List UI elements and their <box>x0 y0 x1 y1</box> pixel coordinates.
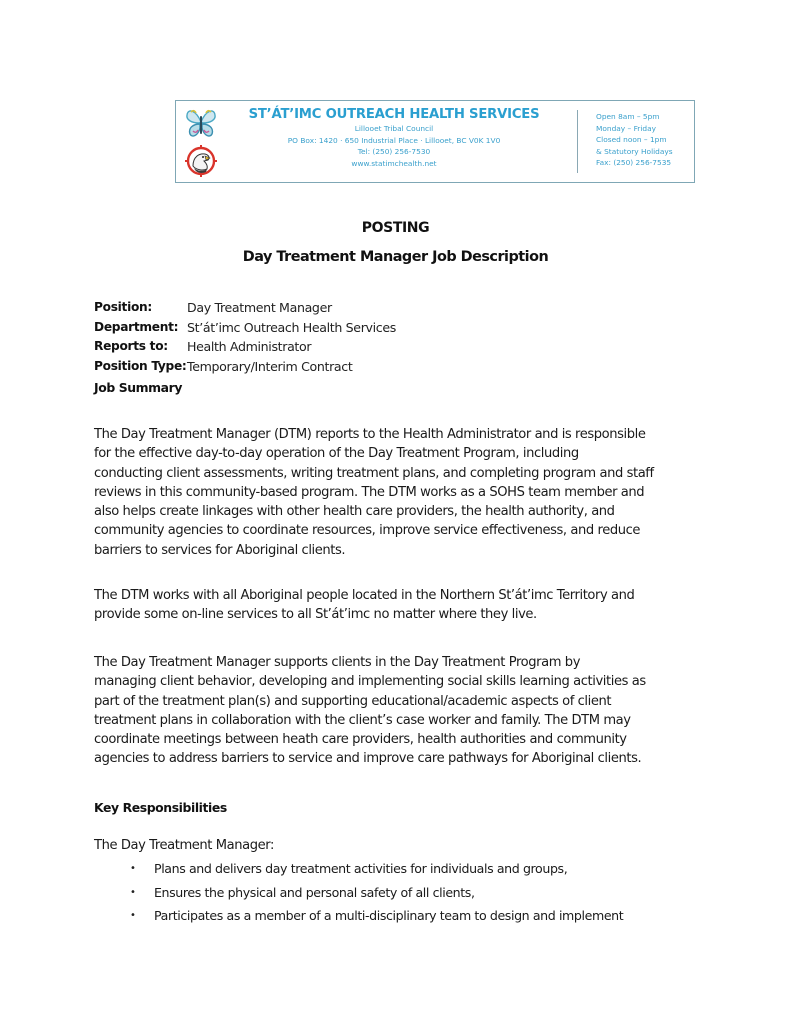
info-row-department <box>94 318 694 338</box>
hours-open: Open 8am – 5pm <box>596 112 660 121</box>
paragraph-line: treatment plans in collaboration with the client’s case worker and family. The DTM may <box>94 712 631 728</box>
info-value: Health Administrator <box>187 339 312 354</box>
info-label: Department: <box>94 319 179 334</box>
paragraph-line: agencies to address barriers to service and improve care pathways for Aboriginal clients. <box>94 751 642 767</box>
paragraph-line: conducting client assessments, writing treatment plans, and completing program and staff <box>94 465 654 481</box>
job-summary-heading: Job Summary <box>94 380 183 395</box>
list-item <box>94 881 714 905</box>
org-address: PO Box: 1420 · 650 Industrial Place · Lillooet, BC V0K 1V0 <box>287 135 501 145</box>
butterfly-logo-icon <box>184 106 218 140</box>
paragraph-line: The DTM works with all Aboriginal people located in the Northern St’át’imc Territory and <box>94 588 635 603</box>
paragraph-line: for the effective day-to-day operation of the Day Treatment Program, including <box>94 446 579 462</box>
summary-paragraph-1 <box>94 425 704 560</box>
org-council: Lillooet Tribal Council <box>354 124 434 133</box>
paragraph-line: community agencies to coordinate resources, improve service effectiveness, and reduce <box>94 523 641 539</box>
list-item-text: Participates as a member of a multi-disciplinary team to design and implement <box>154 908 624 923</box>
list-item <box>94 904 714 928</box>
eagle-logo-icon <box>184 144 218 178</box>
paragraph-line: The Day Treatment Manager: <box>94 838 274 853</box>
list-item-text: Plans and delivers day treatment activities for individuals and groups, <box>154 861 568 876</box>
paragraph-line: reviews in this community-based program. The DTM works as a SOHS team member and <box>94 484 645 500</box>
org-name: ST’ÁT’IMC OUTREACH HEALTH SERVICES <box>248 107 540 122</box>
paragraph-line: The Day Treatment Manager supports clients in the Day Treatment Program by <box>94 655 581 670</box>
bullet-icon: • <box>130 886 136 898</box>
info-row-position <box>94 298 694 318</box>
responsibilities-list <box>94 857 714 928</box>
hours-days: Monday – Friday <box>596 123 656 133</box>
letterhead <box>175 100 695 183</box>
logo-column <box>180 104 220 180</box>
info-row-position-type <box>94 357 694 377</box>
org-info <box>224 107 564 169</box>
paragraph-line: provide some on-line services to all St’át’imc no matter where they live. <box>94 607 537 623</box>
summary-paragraph-2 <box>94 586 704 625</box>
list-item-text: Ensures the physical and personal safety of all clients, <box>154 884 475 900</box>
position-info <box>94 298 694 376</box>
hours-fax: Fax: (250) 256-7535 <box>596 158 672 168</box>
info-value: Temporary/Interim Contract <box>187 358 353 374</box>
responsibilities-intro <box>94 836 704 855</box>
info-row-reports-to <box>94 337 694 357</box>
org-phone: Tel: (250) 256-7530 <box>357 147 431 156</box>
info-label: Position Type: <box>94 358 187 373</box>
bullet-icon: • <box>130 910 136 921</box>
paragraph-line: coordinate meetings between heath care providers, health authorities and community <box>94 732 627 748</box>
list-item <box>94 857 714 881</box>
paragraph-line: The Day Treatment Manager (DTM) reports to the Health Administrator and is responsible <box>94 427 646 442</box>
info-label: Reports to: <box>94 339 168 353</box>
office-hours <box>596 111 692 169</box>
bullet-icon: • <box>130 863 136 874</box>
paragraph-line: part of the treatment plan(s) and supporting educational/academic aspects of client <box>94 693 612 709</box>
hours-holidays: & Statutory Holidays <box>596 146 673 156</box>
paragraph-line: also helps create linkages with other health care providers, the health authority, and <box>94 504 615 520</box>
info-label: Position: <box>94 300 152 314</box>
letterhead-divider <box>577 110 578 173</box>
org-website[interactable]: www.statimchealth.net <box>351 158 437 168</box>
summary-paragraph-3 <box>94 653 704 769</box>
info-value: St’át’imc Outreach Health Services <box>187 319 396 335</box>
paragraph-line: barriers to services for Aboriginal clients. <box>94 542 346 558</box>
info-value: Day Treatment Manager <box>187 300 332 315</box>
key-responsibilities-heading: Key Responsibilities <box>94 800 227 815</box>
job-title: Day Treatment Manager Job Description <box>242 249 549 265</box>
hours-closed: Closed noon – 1pm <box>596 135 667 145</box>
paragraph-line: managing client behavior, developing and implementing social skills learning activities as <box>94 674 646 690</box>
posting-title: POSTING <box>361 220 430 236</box>
